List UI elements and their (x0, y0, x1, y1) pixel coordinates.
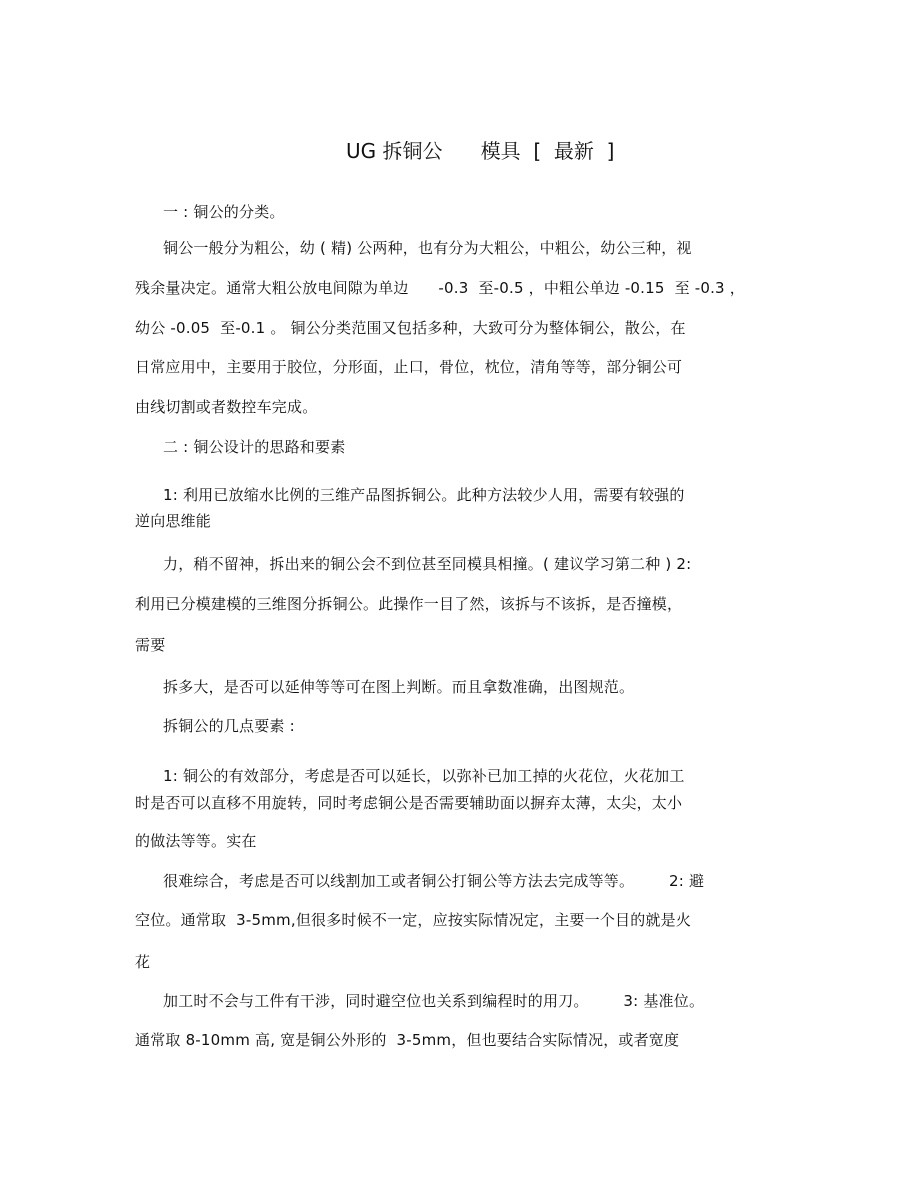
section-heading: 一 : 铜公的分类。 (163, 203, 285, 221)
paragraph-line: 很难综合，考虑是否可以线割加工或者铜公打铜公等方法去完成等等。 2: 避 (163, 872, 705, 890)
paragraph-line: 时是否可以直移不用旋转，同时考虑铜公是否需要辅助面以摒弃太薄，太尖，太小 (135, 794, 683, 812)
paragraph-line: 空位。通常取 3-5mm,但很多时候不一定，应按实际情况定，主要一个目的就是火 (135, 911, 692, 929)
section-heading: 二 : 铜公设计的思路和要素 (163, 438, 346, 456)
paragraph-line: 需要 (135, 636, 166, 654)
paragraph-line: 拆多大，是否可以延伸等等可在图上判断。而且拿数准确，出图规范。 (163, 678, 635, 696)
paragraph-line: 残余量决定。通常大粗公放电间隙为单边 -0.3 至-0.5 ，中粗公单边 -0.15 至 -0.3 ， (135, 279, 745, 297)
paragraph-line: 铜公一般分为粗公，幼 ( 精) 公两种，也有分为大粗公，中粗公，幼公三种，视 (163, 239, 692, 257)
section-heading: 拆铜公的几点要素 : (163, 717, 295, 735)
paragraph-line: 通常取 8-10mm 高, 宽是铜公外形的 3-5mm，但也要结合实际情况，或者宽度 (135, 1031, 680, 1049)
paragraph-line: 利用已分模建模的三维图分拆铜公。此操作一目了然，该拆与不该拆，是否撞模， (135, 595, 683, 613)
paragraph-line: 花 (135, 953, 151, 971)
paragraph-line: 1: 铜公的有效部分，考虑是否可以延长，以弥补已加工掉的火花位，火花加工 (163, 767, 685, 785)
paragraph-line: 力，稍不留神，拆出来的铜公会不到位甚至同模具相撞。( 建议学习第二种 ) 2: (163, 555, 692, 573)
document-title: UG 拆铜公 模具 [ 最新 ] (346, 139, 615, 163)
paragraph-line: 1: 利用已放缩水比例的三维产品图拆铜公。此种方法较少人用，需要有较强的 (163, 486, 685, 504)
paragraph-line: 由线切割或者数控车完成。 (135, 398, 318, 416)
paragraph-line: 的做法等等。实在 (135, 832, 257, 850)
paragraph-line: 幼公 -0.05 至-0.1 。 铜公分类范围又包括多种，大致可分为整体铜公，散公，在 (135, 319, 686, 337)
paragraph-line: 日常应用中，主要用于胶位，分形面，止口，骨位，枕位，清角等等，部分铜公可 (135, 358, 683, 376)
paragraph-line: 逆向思维能 (135, 512, 212, 530)
paragraph-line: 加工时不会与工件有干涉，同时避空位也关系到编程时的用刀。 3: 基准位。 (163, 992, 705, 1010)
